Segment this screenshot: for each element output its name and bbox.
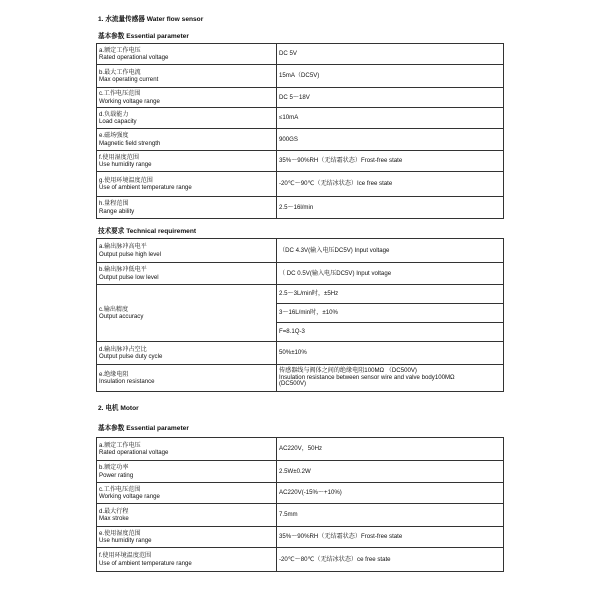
param-cell: f.使用湿度范围 Use humidity range (97, 151, 277, 172)
table-row (97, 461, 504, 483)
insulation-line-3: (DC500V) (279, 380, 307, 388)
param-cell: d.输出脉冲占空比 Output pulse duty cycle (97, 342, 277, 365)
value-cell: 900GS (277, 129, 504, 151)
param-cell: d.负载能力 Load capacity (97, 108, 277, 129)
value-cell: DC 5V (277, 44, 504, 65)
value-cell: DC 5～18V (277, 88, 504, 108)
value-cell: 2.5～16l/min (277, 197, 504, 219)
param-cell: b.最大工作电流 Max operating current (97, 65, 277, 88)
param-cell: e.磁场强度 Magnetic field strength (97, 129, 277, 151)
water-essential-title: 基本参数 Essential parameter (98, 33, 189, 40)
table-row (97, 129, 504, 151)
value-cell: 50%±10% (277, 342, 504, 365)
param-cell: g.使用环境温度范围 Use of ambient temperature range (97, 172, 277, 197)
accuracy-value-1: 2.5～3L/min时，±5Hz (279, 290, 339, 297)
value-cell: （DC 4.3V(输入电压DC5V) Input voltage (277, 239, 504, 263)
water-essential-table (96, 43, 504, 219)
table-row (97, 88, 504, 108)
param-cell: b.输出脉冲低电平 Output pulse low level (97, 263, 277, 285)
table-row (97, 108, 504, 129)
table-row (97, 151, 504, 172)
value-cell: 35%～90%RH（无结霜状态）Frost-free state (277, 151, 504, 172)
param-cell: b.额定功率 Power rating (97, 461, 277, 483)
table-row (97, 172, 504, 197)
accuracy-formula: F=8.1Q-3 (277, 322, 503, 341)
motor-essential-table (96, 437, 504, 572)
table-row (97, 342, 504, 365)
param-cell: a.额定工作电压 Rated operational voltage (97, 438, 277, 461)
water-flow-sensor-title: 1. 水流量传感器 Water flow sensor (98, 16, 204, 23)
value-cell: 7.5mm (277, 504, 504, 527)
motor-title: 2. 电机 Motor (98, 405, 139, 412)
table-row (97, 548, 504, 572)
table-row (97, 65, 504, 88)
value-cell: （ DC 0.5V(输入电压DC5V) Input voltage (277, 263, 504, 285)
table-row (97, 365, 504, 392)
table-row (97, 197, 504, 219)
value-cell: -20℃～90℃（无结冰状态）Ice free state (277, 172, 504, 197)
value-cell (277, 285, 504, 342)
value-cell: AC220V，50Hz (277, 438, 504, 461)
motor-essential-title: 基本参数 Essential parameter (98, 425, 189, 432)
value-cell: AC220V(-15%～+10%) (277, 483, 504, 504)
table-row (97, 44, 504, 65)
table-row (97, 483, 504, 504)
table-row (97, 285, 504, 342)
insulation-line-2: Insulation resistance between sensor wire and valve body100MΩ (279, 373, 455, 381)
insulation-line-1: 传感器线与阀体之间的绝缘电阻100MΩ （DC500V) (279, 366, 417, 374)
value-cell: 35%～90%RH（无结霜状态）Frost-free state (277, 527, 504, 548)
value-cell: ≤10mA (277, 108, 504, 129)
table-row (97, 263, 504, 285)
water-technical-table (96, 238, 504, 392)
param-cell: c.工作电压范围 Working voltage range (97, 483, 277, 504)
param-cell: c.工作电压范围 Working voltage range (97, 88, 277, 108)
param-cell: a.额定工作电压 Rated operational voltage (97, 44, 277, 65)
param-cell: a.输出脉冲高电平 Output pulse high level (97, 239, 277, 263)
table-row (97, 527, 504, 548)
accuracy-value-2: 3～16L/min时，±10% (277, 303, 503, 322)
value-cell: -20℃～80℃（无结冰状态）ce free state (277, 548, 504, 572)
value-cell: 2.5W±0.2W (277, 461, 504, 483)
param-cell: e.绝缘电阻 Insulation resistance (97, 365, 277, 392)
param-cell: e.使用湿度范围 Use humidity range (97, 527, 277, 548)
value-cell (277, 365, 504, 392)
table-row (97, 239, 504, 263)
water-technical-title: 技术要求 Technical requirement (98, 228, 197, 235)
param-cell: d.最大行程 Max stroke (97, 504, 277, 527)
param-cell: c.输出精度 Output accuracy (97, 285, 277, 342)
table-row (97, 438, 504, 461)
value-cell: 15mA（DC5V) (277, 65, 504, 88)
param-cell: h.量程范围 Range ability (97, 197, 277, 219)
param-cell: f.使用环境温度范围 Use of ambient temperature range (97, 548, 277, 572)
table-row (97, 504, 504, 527)
